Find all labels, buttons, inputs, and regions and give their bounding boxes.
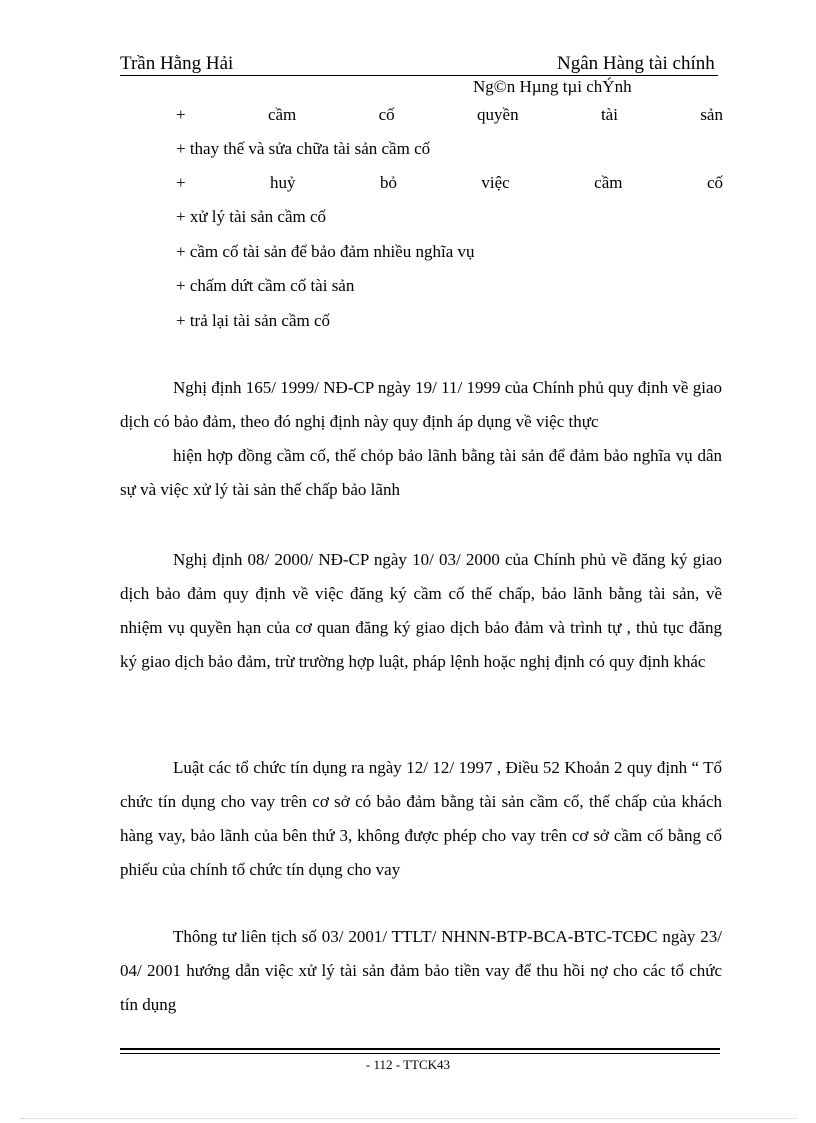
word: cố: [706, 173, 723, 192]
paragraph-decree-165-part1: Nghị định 165/ 1999/ NĐ-CP ngày 19/ 11/ 1999 của Chính phủ quy định về giao dịch có bảo đảm, theo đó nghị định này quy định áp dụng về việc thực: [120, 378, 722, 431]
header-garbled-subtitle: Ng©n Hµng tµi chÝnh: [473, 77, 632, 96]
list-item-cancel-pledge: [176, 173, 723, 193]
word: sản: [700, 105, 723, 124]
paragraph-circular-03: [120, 920, 722, 1022]
footer-rule-thick: [120, 1048, 720, 1050]
list-item-return-assets: + trả lại tài sản cầm cố: [176, 311, 331, 330]
list-item-replace-repair: + thay thế và sửa chữa tài sản cầm cố: [176, 139, 431, 158]
footer-rule-thin: [120, 1053, 720, 1054]
paragraph-decree-165: [120, 371, 722, 507]
footer-page-label: - 112 - TTCK43: [365, 1057, 451, 1072]
word: tài: [600, 105, 618, 124]
paragraph-decree-08: [120, 543, 722, 679]
header-rule: [120, 75, 718, 76]
header-author: Trần Hằng Hải: [120, 53, 234, 74]
word: cố: [378, 105, 395, 124]
word: quyền: [477, 105, 519, 124]
paragraph-credit-law: [120, 751, 722, 887]
list-item-pledge-rights: [176, 105, 723, 125]
paragraph-circular-03-text: Thông tư liên tịch số 03/ 2001/ TTLT/ NHNN-BTP-BCA-BTC-TCĐC ngày 23/ 04/ 2001 hướng dẫn việc xử lý tài sản đảm bảo tiền vay để thu hồi nợ cho các tổ chức tín dụng: [120, 927, 722, 1014]
paragraph-decree-165-part2: hiện hợp đồng cầm cố, thế chỏp bảo lãnh bằng tài sản để đảm bảo nghĩa vụ dân sự và việc xử lý tài sản thế chấp bảo lãnh: [120, 446, 722, 499]
list-item-terminate-pledge: + chấm dứt cầm cố tài sản: [176, 276, 355, 295]
word: bỏ: [379, 173, 397, 192]
word: +: [176, 173, 186, 192]
word: huỷ: [270, 173, 296, 192]
word: việc: [481, 173, 510, 192]
word: cầm: [267, 105, 297, 124]
paragraph-credit-law-text: Luật các tổ chức tín dụng ra ngày 12/ 12/ 1997 , Điều 52 Khoản 2 quy định “ Tổ chức tín dụng cho vay trên cơ sở có bảo đảm bằng tài sản cầm cố, thế chấp của khách hàng vay, bảo lãnh của bên thứ 3, không được phép cho vay trên cơ sở cầm cố bằng cổ phiếu của chính tổ chức tín dụng cho vay: [120, 758, 722, 879]
list-item-handle-assets: + xử lý tài sản cầm cố: [176, 207, 327, 226]
word: +: [176, 105, 186, 124]
word: cầm: [594, 173, 623, 192]
page-edge-divider: [20, 1118, 796, 1119]
header-title: Ngân Hàng tài chính: [557, 53, 715, 74]
paragraph-decree-08-text: Nghị định 08/ 2000/ NĐ-CP ngày 10/ 03/ 2000 của Chính phủ về đăng ký giao dịch bảo đảm quy định về việc đăng ký cầm cố thế chấp, bảo lãnh bằng tài sản, về nhiệm vụ quyền hạn của cơ quan đăng ký giao dịch bảo đảm và trình tự , thủ tục đăng ký giao dịch bảo đảm, trừ trường hợp luật, pháp lệnh hoặc nghị định có quy định khác: [120, 550, 722, 671]
list-item-multiple-obligations: + cầm cố tài sản để bảo đảm nhiều nghĩa vụ: [176, 242, 475, 261]
